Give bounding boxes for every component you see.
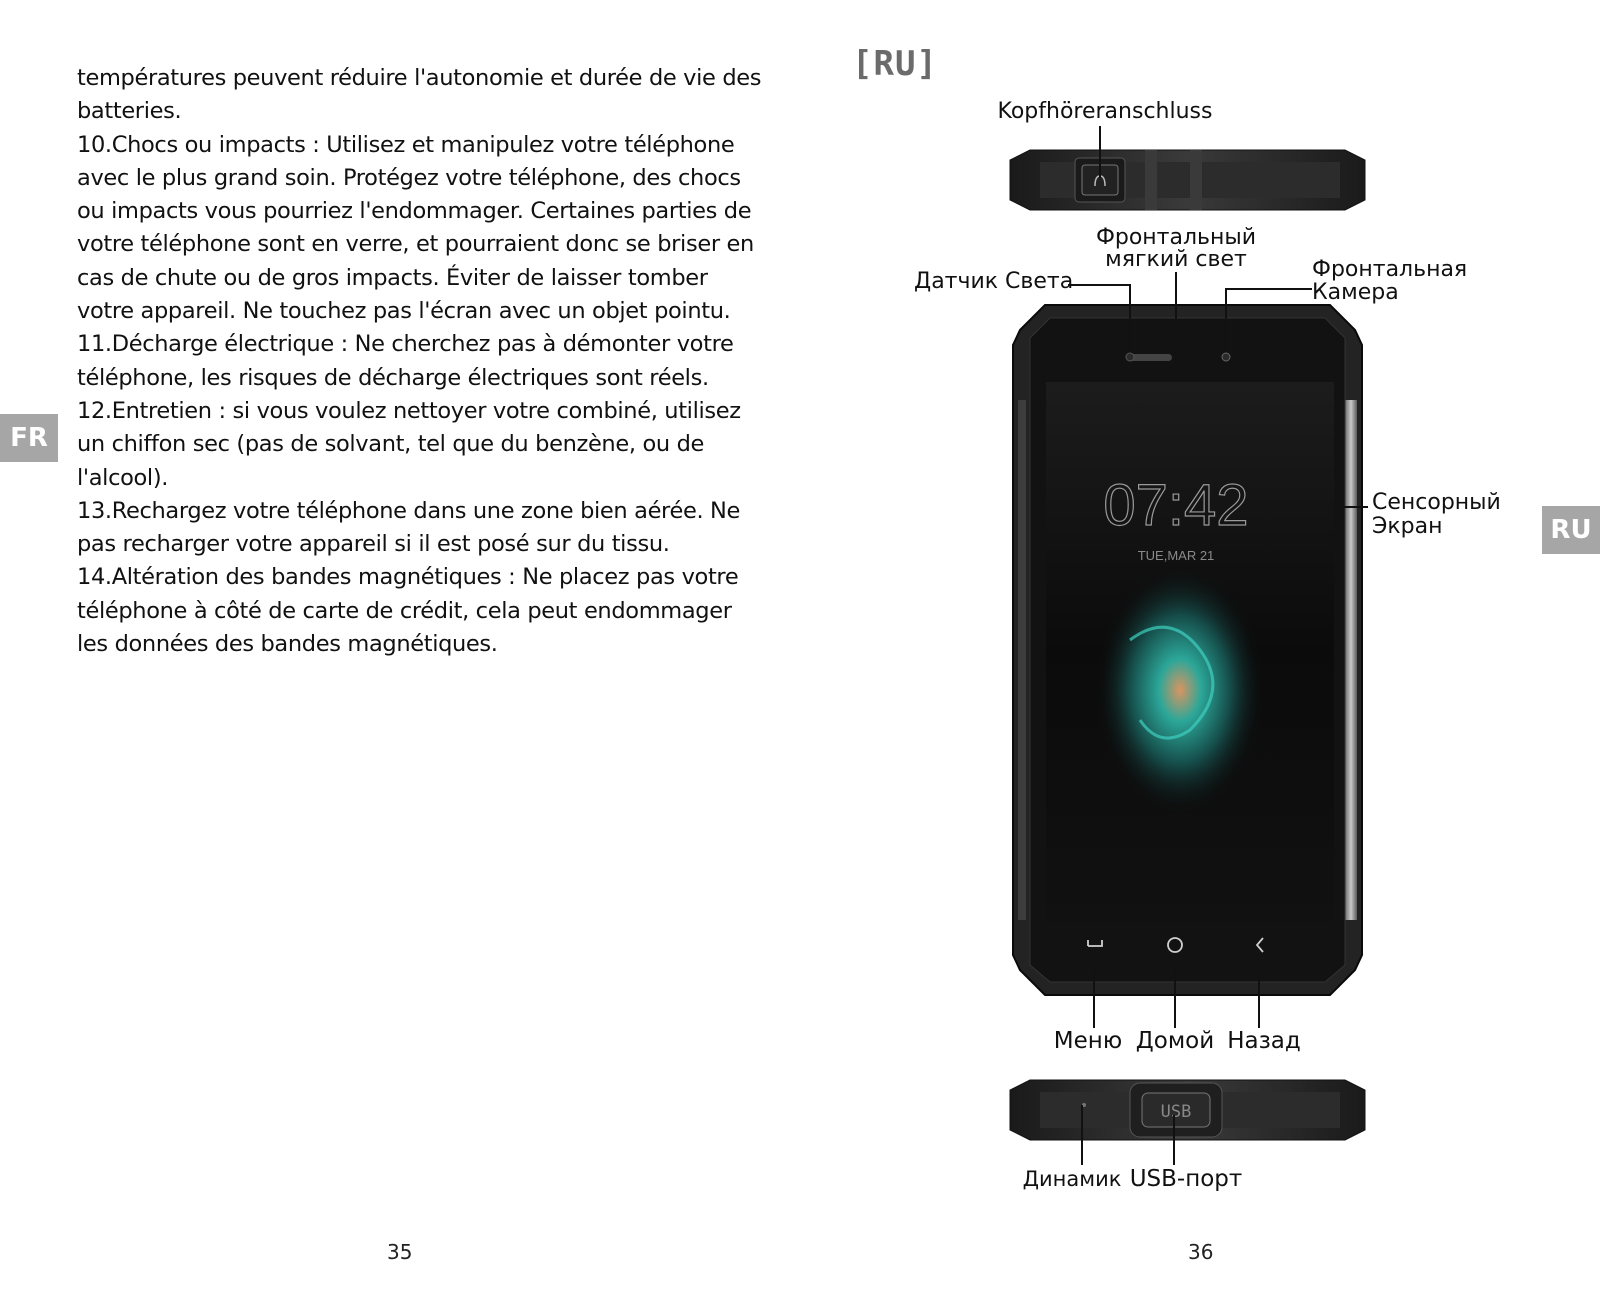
usb-marking: USB [1160, 1102, 1192, 1122]
label-headphone-jack: Kopfhöreranschluss [997, 99, 1213, 124]
label-menu: Меню [1053, 1028, 1123, 1054]
right-page [800, 0, 1600, 1292]
phone-bottom-view [1010, 1080, 1365, 1140]
paragraph: 14.Altération des bandes magnétiques : Ne placez pas votre téléphone à côté de carte de crédit, cela peut endommager les données des bandes magnétiques. [77, 564, 739, 658]
label-touch-screen-line1: Сенсорный [1372, 490, 1501, 515]
paragraph: 11.Décharge électrique : Ne cherchez pas à démonter votre téléphone, les risques de décharge électriques sont réels. [77, 331, 734, 391]
paragraph: températures peuvent réduire l'autonomie et durée de vie des batteries. [77, 65, 762, 125]
paragraph: 13.Rechargez votre téléphone dans une zone bien aérée. Ne pas recharger votre appareil si il est posé sur du tissu. [77, 497, 741, 558]
label-front-light-line1: Фронтальный [1095, 225, 1257, 250]
light-sensor-dot [1126, 353, 1134, 361]
language-tab-fr: FR [0, 414, 58, 462]
section-title: [RU] [852, 44, 938, 84]
clock-date: TUE,MAR 21 [1137, 548, 1215, 563]
page-number: 36 [1188, 1240, 1214, 1264]
page-number: 35 [387, 1240, 413, 1264]
label-touch-screen-line2: Экран [1372, 514, 1443, 539]
label-usb-port: USB-порт [1129, 1166, 1243, 1192]
label-speaker: Динамик [1022, 1167, 1122, 1191]
phone-top-view [1010, 150, 1365, 210]
clock-time: 07:42 [1103, 473, 1249, 538]
language-tab-ru: RU [1542, 506, 1600, 554]
label-home: Домой [1135, 1028, 1215, 1054]
label-front-camera-line2: Камера [1312, 280, 1399, 305]
paragraph: 12.Entretien : si vous voulez nettoyer votre combiné, utilisez un chiffon sec (pas de solvant, tel que du benzène, ou de l'alcool). [77, 397, 741, 491]
phone-front-view [1013, 305, 1362, 995]
label-back: Назад [1227, 1028, 1301, 1054]
phone-diagram [800, 0, 1600, 1292]
label-front-camera-line1: Фронтальная [1312, 257, 1468, 282]
body-text [77, 62, 767, 661]
paragraph: 10.Chocs ou impacts : Utilisez et manipulez votre téléphone avec le plus grand soin. Protégez votre téléphone, des chocs ou impacts vous pourriez l'endommager. Certaines parties de votre téléphone sont en verre, et pourraient donc se briser en cas de chute ou de gros impacts. Éviter de laisser tomber votre appareil. Ne touchez pas l'écran avec un objet pointu. [77, 131, 754, 325]
label-front-light-line2: мягкий свет [1105, 247, 1247, 272]
front-camera-lens [1222, 353, 1230, 361]
label-light-sensor: Датчик Света [914, 269, 1074, 294]
